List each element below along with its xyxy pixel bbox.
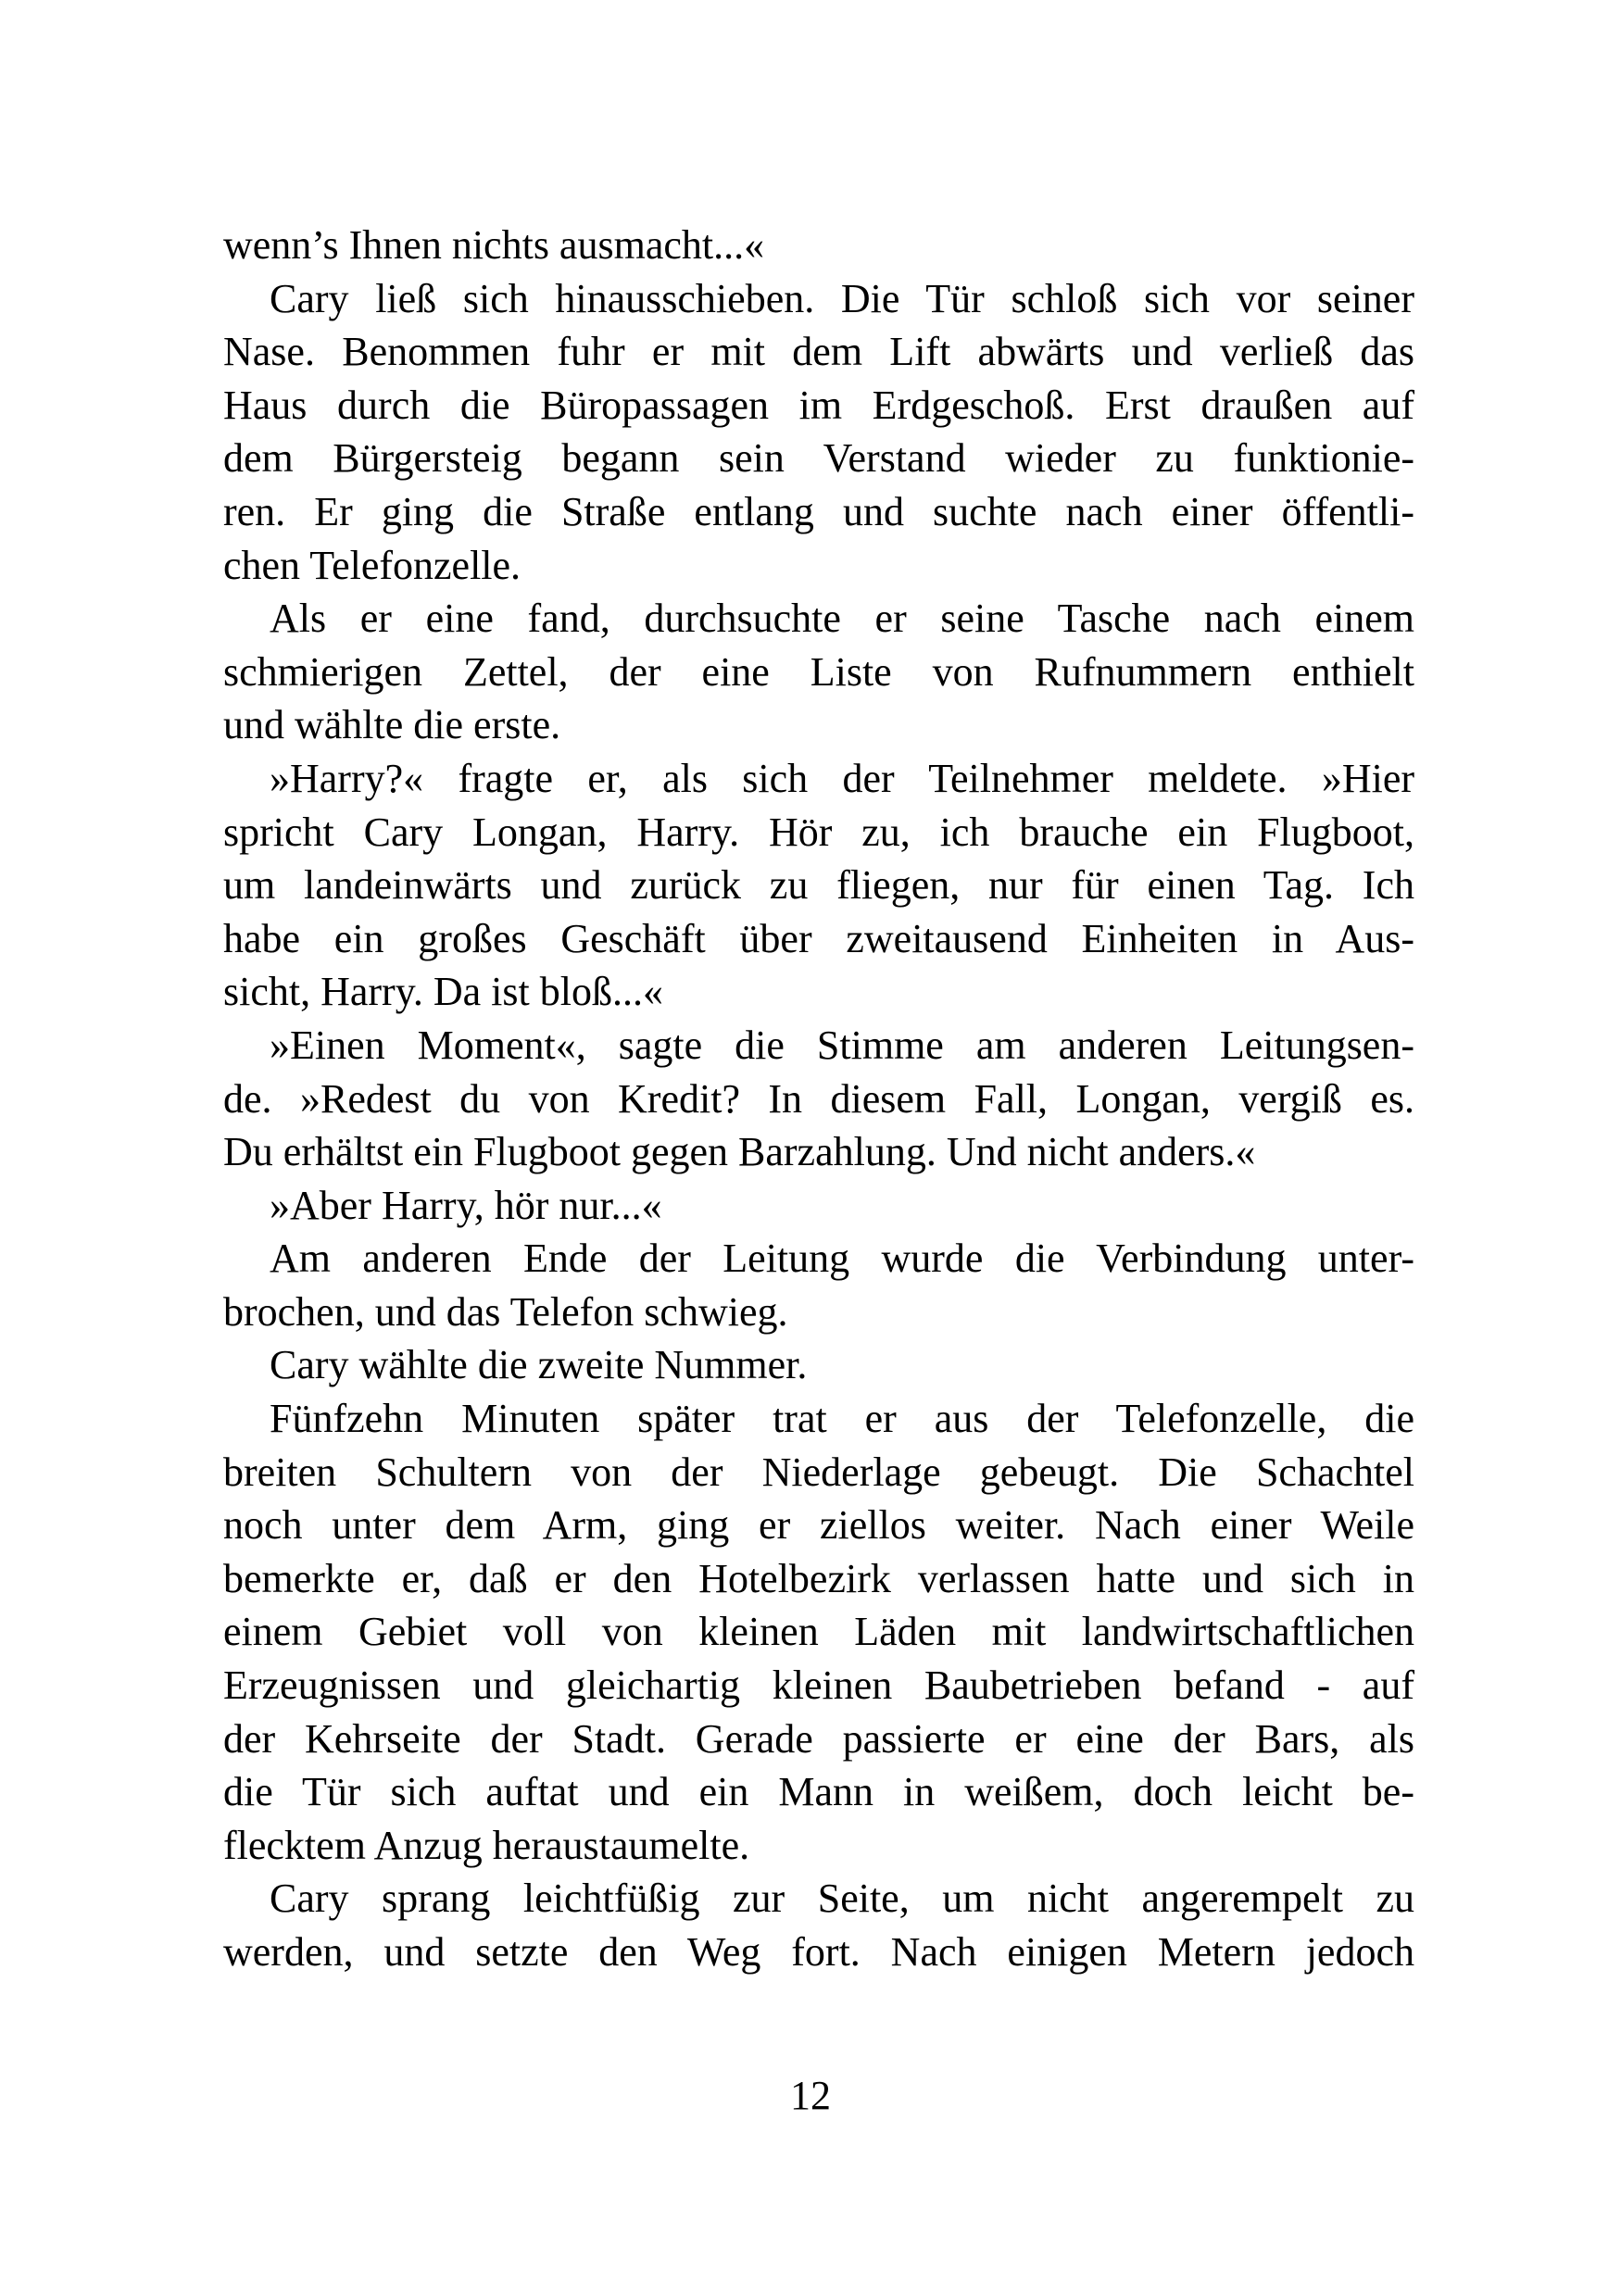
text-line: chen Telefonzelle.	[223, 542, 521, 588]
text-line: ren. Er ging die Straße entlang und suchte nach einer öffentli-	[223, 488, 1414, 534]
text-line: Erzeugnissen und gleichartig kleinen Baubetrieben befand - auf	[223, 1662, 1414, 1709]
paragraph	[223, 1338, 1414, 1392]
text-line: flecktem Anzug heraustaumelte.	[223, 1822, 750, 1868]
text-line: Nase. Benommen fuhr er mit dem Lift abwärts und verließ das	[223, 329, 1414, 375]
text-line: werden, und setzte den Weg fort. Nach einigen Metern jedoch	[223, 1929, 1414, 1975]
text-line: noch unter dem Arm, ging er ziellos weiter. Nach einer Weile	[223, 1502, 1414, 1549]
text-line: schmierigen Zettel, der eine Liste von Rufnummern enthielt	[223, 648, 1414, 695]
text-line: »Aber Harry, hör nur...«	[270, 1182, 662, 1228]
text-line: »Einen Moment«, sagte die Stimme am anderen Leitungsen-	[270, 1022, 1414, 1068]
text-line: breiten Schultern von der Niederlage gebeugt. Die Schachtel	[223, 1449, 1414, 1495]
text-line: um landeinwärts und zurück zu fliegen, nur für einen Tag. Ich	[223, 862, 1414, 909]
page-number: 12	[790, 2073, 831, 2118]
text-line: die Tür sich auftat und ein Mann in weißem, doch leicht be-	[223, 1769, 1414, 1815]
text-line: einem Gebiet voll von kleinen Läden mit landwirtschaftlichen	[223, 1609, 1414, 1655]
text-line: »Harry?« fragte er, als sich der Teilnehmer meldete. »Hier	[270, 755, 1414, 801]
paragraph	[223, 1392, 1414, 1872]
text-line: Am anderen Ende der Leitung wurde die Verbindung unter-	[270, 1236, 1414, 1282]
text-line: brochen, und das Telefon schwieg.	[223, 1288, 788, 1335]
text-line: Cary sprang leichtfüßig zur Seite, um nicht angerempelt zu	[270, 1876, 1414, 1922]
paragraph	[223, 1872, 1414, 1978]
text-line: Haus durch die Büropassagen im Erdgeschoß. Erst draußen auf	[223, 382, 1414, 428]
text-line: dem Bürgersteig begann sein Verstand wieder zu funktionie-	[223, 435, 1414, 482]
paragraph	[223, 1232, 1414, 1338]
text-line: Du erhältst ein Flugboot gegen Barzahlung. Und nicht anders.«	[223, 1129, 1256, 1175]
text-line: habe ein großes Geschäft über zweitausend Einheiten in Aus-	[223, 915, 1414, 961]
text-line: bemerkte er, daß er den Hotelbezirk verlassen hatte und sich in	[223, 1555, 1414, 1601]
paragraph	[223, 1179, 1414, 1233]
paragraph	[223, 752, 1414, 1019]
text-line: Als er eine fand, durchsuchte er seine Tasche nach einem	[270, 596, 1414, 642]
text-line: de. »Redest du von Kredit? In diesem Fall, Longan, vergiß es.	[223, 1075, 1414, 1122]
text-line: wenn’s Ihnen nichts ausmacht...«	[223, 222, 765, 268]
text-line: spricht Cary Longan, Harry. Hör zu, ich brauche ein Flugboot,	[223, 809, 1414, 855]
body-text	[223, 219, 1414, 1979]
paragraph	[223, 272, 1414, 593]
text-line: Cary wählte die zweite Nummer.	[270, 1342, 808, 1388]
text-line: Fünfzehn Minuten später trat er aus der Telefonzelle, die	[270, 1396, 1414, 1442]
paragraph	[223, 1019, 1414, 1179]
paragraph	[223, 592, 1414, 752]
text-line: und wählte die erste.	[223, 702, 561, 748]
text-line: der Kehrseite der Stadt. Gerade passierte er eine der Bars, als	[223, 1715, 1414, 1762]
text-line: Cary ließ sich hinausschieben. Die Tür schloß sich vor seiner	[270, 275, 1414, 321]
text-line: sicht, Harry. Da ist bloß...«	[223, 969, 663, 1015]
paragraph	[223, 219, 1414, 272]
